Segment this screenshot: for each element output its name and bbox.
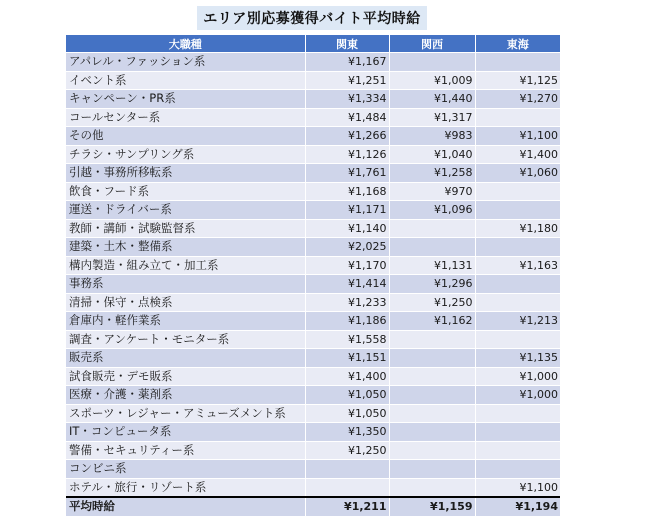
cell-kanto: ¥1,266: [305, 127, 389, 146]
cell-tokai: [475, 182, 560, 201]
table-row: [66, 349, 560, 368]
cell-kanto: [305, 478, 389, 497]
table-row: [66, 182, 560, 201]
cell-kansai: [389, 219, 475, 238]
cell-kanto: ¥1,151: [305, 349, 389, 368]
table-row: [66, 441, 560, 460]
cell-tokai: [475, 201, 560, 220]
row-category: IT・コンピュータ系: [66, 423, 305, 442]
row-category: 清掃・保守・点検系: [66, 293, 305, 312]
table-row: [66, 312, 560, 331]
total-kanto: ¥1,211: [305, 497, 389, 516]
cell-kansai: ¥1,258: [389, 164, 475, 183]
cell-kanto: ¥1,140: [305, 219, 389, 238]
cell-kansai: ¥1,009: [389, 71, 475, 90]
table-row: [66, 293, 560, 312]
cell-kanto: ¥1,186: [305, 312, 389, 331]
cell-kansai: [389, 478, 475, 497]
cell-kanto: ¥1,414: [305, 275, 389, 294]
cell-tokai: [475, 53, 560, 72]
cell-tokai: [475, 275, 560, 294]
row-category: 構内製造・組み立て・加工系: [66, 256, 305, 275]
total-kansai: ¥1,159: [389, 497, 475, 516]
table-title-box: [197, 6, 427, 30]
cell-kanto: ¥1,168: [305, 182, 389, 201]
cell-tokai: [475, 108, 560, 127]
cell-tokai: ¥1,400: [475, 145, 560, 164]
table-title: エリア別応募獲得バイト平均時給: [203, 11, 421, 27]
cell-kansai: [389, 404, 475, 423]
cell-kansai: [389, 349, 475, 368]
row-category: 販売系: [66, 349, 305, 368]
cell-tokai: ¥1,000: [475, 386, 560, 405]
cell-tokai: [475, 423, 560, 442]
wage-table: [66, 35, 560, 517]
cell-kanto: ¥1,400: [305, 367, 389, 386]
cell-tokai: [475, 330, 560, 349]
table-row: [66, 145, 560, 164]
row-category: アパレル・ファッション系: [66, 53, 305, 72]
table-row: [66, 238, 560, 257]
total-tokai: ¥1,194: [475, 497, 560, 516]
cell-kansai: ¥1,296: [389, 275, 475, 294]
cell-kanto: ¥1,484: [305, 108, 389, 127]
cell-kansai: ¥1,162: [389, 312, 475, 331]
total-row: [66, 497, 560, 516]
cell-tokai: [475, 460, 560, 479]
row-category: 倉庫内・軽作業系: [66, 312, 305, 331]
cell-kanto: ¥1,558: [305, 330, 389, 349]
cell-kansai: ¥983: [389, 127, 475, 146]
cell-kanto: ¥1,251: [305, 71, 389, 90]
table-row: [66, 330, 560, 349]
cell-kansai: ¥1,131: [389, 256, 475, 275]
cell-kanto: ¥1,250: [305, 441, 389, 460]
row-category: 引越・事務所移転系: [66, 164, 305, 183]
table-row: [66, 460, 560, 479]
row-category: 事務系: [66, 275, 305, 294]
table-row: [66, 404, 560, 423]
cell-kansai: ¥1,096: [389, 201, 475, 220]
row-category: その他: [66, 127, 305, 146]
cell-tokai: [475, 404, 560, 423]
cell-kansai: [389, 423, 475, 442]
cell-tokai: ¥1,163: [475, 256, 560, 275]
table-row: [66, 108, 560, 127]
cell-kanto: ¥1,167: [305, 53, 389, 72]
row-category: キャンペーン・PR系: [66, 90, 305, 109]
row-category: スポーツ・レジャー・アミューズメント系: [66, 404, 305, 423]
table-row: [66, 478, 560, 497]
cell-kansai: ¥970: [389, 182, 475, 201]
row-category: 医療・介護・薬剤系: [66, 386, 305, 405]
table-row: [66, 386, 560, 405]
cell-kansai: ¥1,250: [389, 293, 475, 312]
table-row: [66, 164, 560, 183]
cell-kansai: [389, 330, 475, 349]
cell-tokai: [475, 441, 560, 460]
cell-tokai: ¥1,000: [475, 367, 560, 386]
cell-kanto: ¥1,350: [305, 423, 389, 442]
cell-kansai: [389, 367, 475, 386]
cell-tokai: ¥1,060: [475, 164, 560, 183]
cell-kansai: [389, 441, 475, 460]
cell-tokai: ¥1,213: [475, 312, 560, 331]
row-category: 調査・アンケート・モニター系: [66, 330, 305, 349]
cell-tokai: [475, 293, 560, 312]
row-category: 警備・セキュリティー系: [66, 441, 305, 460]
row-category: コンビニ系: [66, 460, 305, 479]
cell-kansai: [389, 460, 475, 479]
table-row: [66, 201, 560, 220]
cell-kansai: [389, 386, 475, 405]
cell-tokai: ¥1,125: [475, 71, 560, 90]
cell-tokai: ¥1,135: [475, 349, 560, 368]
cell-tokai: ¥1,100: [475, 478, 560, 497]
cell-kanto: ¥1,050: [305, 404, 389, 423]
cell-kanto: ¥1,761: [305, 164, 389, 183]
row-category: ホテル・旅行・リゾート系: [66, 478, 305, 497]
cell-tokai: ¥1,270: [475, 90, 560, 109]
cell-kanto: [305, 460, 389, 479]
cell-kanto: ¥1,233: [305, 293, 389, 312]
table-row: [66, 423, 560, 442]
row-category: 運送・ドライバー系: [66, 201, 305, 220]
row-category: 教師・講師・試験監督系: [66, 219, 305, 238]
cell-kanto: ¥1,170: [305, 256, 389, 275]
cell-tokai: [475, 238, 560, 257]
table-row: [66, 53, 560, 72]
cell-tokai: ¥1,180: [475, 219, 560, 238]
table-row: [66, 256, 560, 275]
cell-kansai: ¥1,040: [389, 145, 475, 164]
header-row: [66, 35, 560, 53]
row-category: コールセンター系: [66, 108, 305, 127]
header-kanto: 関東: [305, 35, 389, 53]
cell-kansai: ¥1,317: [389, 108, 475, 127]
row-category: 試食販売・デモ販系: [66, 367, 305, 386]
row-category: チラシ・サンプリング系: [66, 145, 305, 164]
table-row: [66, 90, 560, 109]
table-row: [66, 367, 560, 386]
cell-kansai: ¥1,440: [389, 90, 475, 109]
cell-tokai: ¥1,100: [475, 127, 560, 146]
header-kansai: 関西: [389, 35, 475, 53]
row-category: イベント系: [66, 71, 305, 90]
header-category: 大職種: [66, 35, 305, 53]
cell-kanto: ¥2,025: [305, 238, 389, 257]
table-row: [66, 71, 560, 90]
cell-kanto: ¥1,171: [305, 201, 389, 220]
row-category: 建築・土木・整備系: [66, 238, 305, 257]
cell-kansai: [389, 238, 475, 257]
cell-kanto: ¥1,334: [305, 90, 389, 109]
cell-kanto: ¥1,050: [305, 386, 389, 405]
cell-kanto: ¥1,126: [305, 145, 389, 164]
total-label: 平均時給: [66, 497, 305, 516]
table-row: [66, 219, 560, 238]
table-row: [66, 127, 560, 146]
table-row: [66, 275, 560, 294]
cell-kansai: [389, 53, 475, 72]
row-category: 飲食・フード系: [66, 182, 305, 201]
header-tokai: 東海: [475, 35, 560, 53]
